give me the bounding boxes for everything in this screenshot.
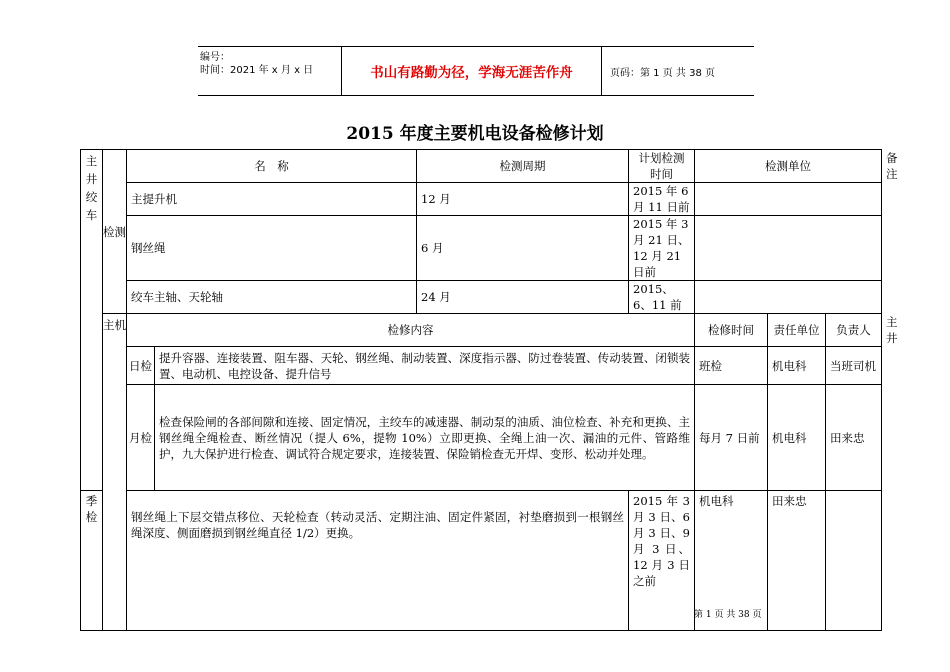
maint-type: 季检	[81, 491, 103, 631]
header-page-code: 页码：第 1 页 共 38 页	[610, 67, 715, 79]
inspect-time: 2015、6、11 前	[629, 281, 695, 314]
col-header-resp-unit: 责任单位	[768, 314, 826, 347]
col-header-maint-time: 检修时间	[695, 314, 768, 347]
table-row	[81, 385, 882, 491]
maint-time: 班检	[695, 347, 768, 385]
maint-unit: 机电科	[768, 385, 826, 491]
col-header-content: 检修内容	[127, 314, 695, 347]
inspect-name: 钢丝绳	[127, 216, 417, 281]
inspect-unit	[695, 216, 882, 281]
inspect-name: 主提升机	[127, 183, 417, 216]
col-header-name: 名 称	[127, 150, 417, 183]
inspect-unit	[695, 183, 882, 216]
table-row	[81, 216, 882, 281]
maint-person: 田来忠	[768, 491, 826, 631]
page-footer: 第 1 页 共 38 页	[694, 610, 762, 620]
table-row	[81, 281, 882, 314]
inspect-cycle: 6 月	[417, 216, 629, 281]
inspect-time: 2015 年 6 月 11 日前	[629, 183, 695, 216]
maint-person: 当班司机	[826, 347, 882, 385]
header-meta	[198, 47, 341, 95]
maint-content: 提升容器、连接装置、阻车器、天轮、钢丝绳、制动装置、深度指示器、防过卷装置、传动装置、闭锁装置、电动机、电控设备、提升信号	[155, 347, 695, 385]
maint-type: 日检	[127, 347, 155, 385]
number-label: 编号：	[200, 52, 230, 63]
group-label: 主井绞车	[81, 150, 103, 491]
inspect-unit	[695, 281, 882, 314]
inspect-name: 绞车主轴、天轮轴	[127, 281, 417, 314]
maint-header-row: 主机 检修内容 检修时间 责任单位 负责人 主井	[81, 314, 882, 347]
maint-time: 每月 7 日前	[695, 385, 768, 491]
maint-unit: 机电科	[768, 347, 826, 385]
inspect-cycle: 12 月	[417, 183, 629, 216]
inspect-cycle: 24 月	[417, 281, 629, 314]
table-row	[81, 183, 882, 216]
col-header-planned-time: 计划检测时间	[629, 150, 695, 183]
table-row	[81, 347, 882, 385]
maintenance-plan-table	[80, 149, 898, 631]
col-header-unit: 检测单位	[695, 150, 882, 183]
inspection-label: 检测	[103, 150, 127, 314]
maint-content: 检查保险闸的各部间隙和连接、固定情况，主绞车的减速器、制动泵的油质、油位检查、补充和更换、主钢丝绳全绳检查、断丝情况（提人 6%，提物 10%）立即更换、全绳上油一次、漏油的元件、管路维护，九大保护进行检查、调试符合规定要求，连接装置、保险销检查无开焊、变形、松动并处理。	[155, 385, 695, 491]
document-header	[198, 46, 754, 96]
inspect-time: 2015 年 3 月 21 日、12 月 21 日前	[629, 216, 695, 281]
maint-time: 2015 年 3 月 3 日、6 月 3 日、9 月 3 日、12 月 3 日之前	[629, 491, 695, 631]
inspect-header-row: 主井绞车 检测 名 称 检测周期 计划检测时间 检测单位 备注	[81, 150, 882, 183]
document-title: 2015 年度主要机电设备检修计划	[346, 124, 604, 144]
maint-extra	[826, 491, 882, 631]
col-header-person: 负责人	[826, 314, 882, 347]
maintenance-label: 主机	[103, 314, 127, 631]
col-header-cycle: 检测周期	[417, 150, 629, 183]
maint-type: 月检	[127, 385, 155, 491]
header-motto: 书山有路勤为径，学海无涯苦作舟	[341, 47, 602, 95]
maint-person: 田来忠	[826, 385, 882, 491]
maint-content: 钢丝绳上下层交错点移位、天轮检查（转动灵活、定期注油、固定件紧固，衬垫磨损到一根钢丝绳深度、侧面磨损到钢丝绳直径 1/2）更换。	[127, 491, 629, 631]
maint-unit: 机电科	[695, 491, 768, 631]
time-label: 时间：2021 年 x 月 x 日	[200, 65, 314, 76]
